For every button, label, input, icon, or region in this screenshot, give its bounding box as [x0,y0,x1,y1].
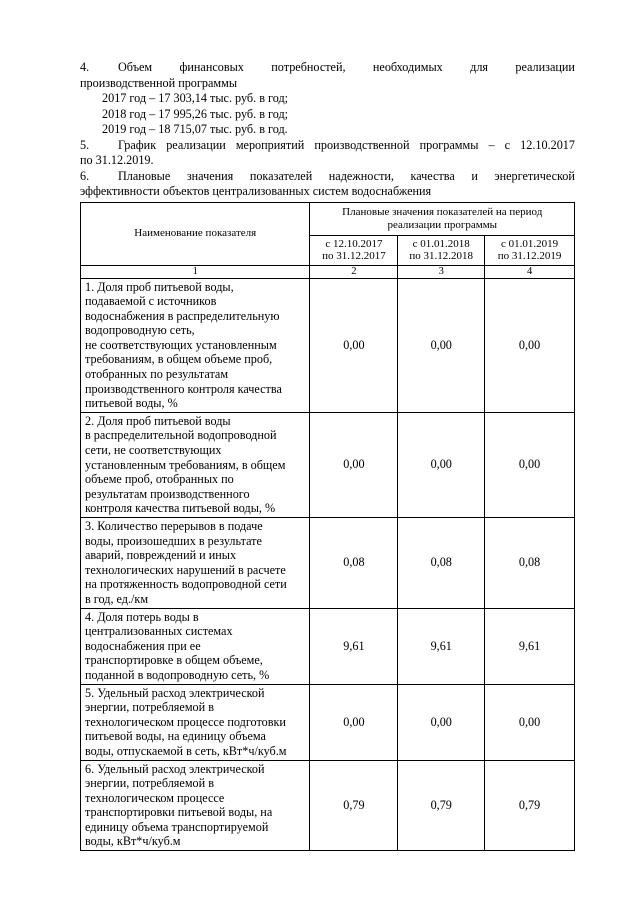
indicator-name: 3. Количество перерывов в подаче воды, произошедших в результате аварий, повреждений и иных технологических нарушений в расчете на протяженность водопроводной сети в год, ед./км [81,518,310,609]
financing-2018: 2018 год – 17 995,26 тыс. руб. в год; [102,106,289,121]
table-row [81,278,575,412]
item-6-word: Плановые [118,168,171,183]
item-4-line-1 [118,60,575,76]
item-6-word: показателей [249,168,313,183]
item-6-word: и [471,168,478,183]
header-planned-values: Плановые значения показателей на период реализации программы [310,202,575,235]
indicator-value: 0,00 [485,412,575,517]
item-5-paragraph [80,138,575,169]
item-6-line-1 [118,169,575,185]
item-5-line-2: по 31.12.2019. [80,153,154,167]
item-5-line-1: График реализации мероприятий производственной программы – с 12.10.2017 [118,137,575,152]
item-6-line-2: эффективности объектов централизованных систем водоснабжения [80,184,432,198]
indicator-value: 0,08 [485,518,575,609]
indicator-value: 0,79 [310,760,398,851]
item-4-line-2: производственной программы [80,75,238,90]
item-6-word: энергетической [494,168,575,183]
item-4-word: потребностей, [271,60,346,74]
document-page [80,60,575,851]
item-5-number: 5. [80,137,90,152]
item-4-word: реализации [515,60,575,74]
financing-years [80,91,575,138]
indicator-name: 2. Доля проб питьевой воды в распределительной водопроводной сети, не соответствующих установленным требованиям, в общем объеме проб, отобранных по результатам производственного контроля качества питьевой воды, % [81,412,310,517]
header-indicator-name: Наименование показателя [81,202,310,265]
column-number-4: 4 [485,265,575,278]
indicator-value: 9,61 [310,608,398,684]
indicators-table [80,202,575,852]
indicator-value: 0,00 [398,684,485,760]
item-4-number: 4. [80,60,90,74]
header-period-3: с 01.01.2019 по 31.12.2019 [485,235,575,265]
indicator-name: 5. Удельный расход электрической энергии, потребляемой в технологическом процессе подготовки питьевой воды, на единицу объема воды, отпускаемой в сеть, кВт*ч/куб.м [81,684,310,760]
item-4-word: финансовых [179,60,244,74]
table-row [81,684,575,760]
item-4-paragraph [80,60,575,91]
indicator-value: 0,79 [398,760,485,851]
item-6-word: надежности, [328,168,394,183]
indicator-name: 4. Доля потерь воды в централизованных системах водоснабжения при ее транспортировке в общем объеме, поданной в водопроводную сеть, % [81,608,310,684]
table-row [81,608,575,684]
item-6-paragraph [80,169,575,200]
item-4-word: необходимых [372,60,443,74]
item-4-word: Объем [118,60,153,74]
item-6-number: 6. [80,168,90,183]
column-number-2: 2 [310,265,398,278]
indicator-value: 0,00 [398,278,485,412]
header-period-2: с 01.01.2018 по 31.12.2018 [398,235,485,265]
indicator-value: 0,08 [310,518,398,609]
indicator-value: 0,00 [310,412,398,517]
indicator-name: 1. Доля проб питьевой воды, подаваемой с источников водоснабжения в распределительную водопроводную сеть, не соответствующих установленным требованиям, в общем объеме проб, отобранных по результатам производственного контроля качества питьевой воды, % [81,278,310,412]
column-number-3: 3 [398,265,485,278]
indicators-table-body [81,278,575,851]
header-period-1: с 12.10.2017 по 31.12.2017 [310,235,398,265]
item-4-word: для [470,60,489,74]
indicator-value: 9,61 [485,608,575,684]
item-6-word: качества [410,168,455,183]
column-number-1: 1 [81,265,310,278]
item-6-word: значения [186,168,234,183]
indicator-value: 0,79 [485,760,575,851]
indicator-value: 9,61 [398,608,485,684]
indicator-value: 0,08 [398,518,485,609]
indicator-value: 0,00 [310,278,398,412]
indicator-value: 0,00 [398,412,485,517]
indicator-value: 0,00 [310,684,398,760]
table-row [81,412,575,517]
table-row [81,760,575,851]
indicator-name: 6. Удельный расход электрической энергии, потребляемой в технологическом процессе транспортировки питьевой воды, на единицу объема транспортируемой воды, кВт*ч/куб.м [81,760,310,851]
column-numbers-row [81,265,575,278]
financing-2019: 2019 год – 18 715,07 тыс. руб. в год. [102,122,288,136]
financing-2017: 2017 год – 17 303,14 тыс. руб. в год; [102,91,289,105]
indicator-value: 0,00 [485,278,575,412]
indicator-value: 0,00 [485,684,575,760]
table-row [81,518,575,609]
